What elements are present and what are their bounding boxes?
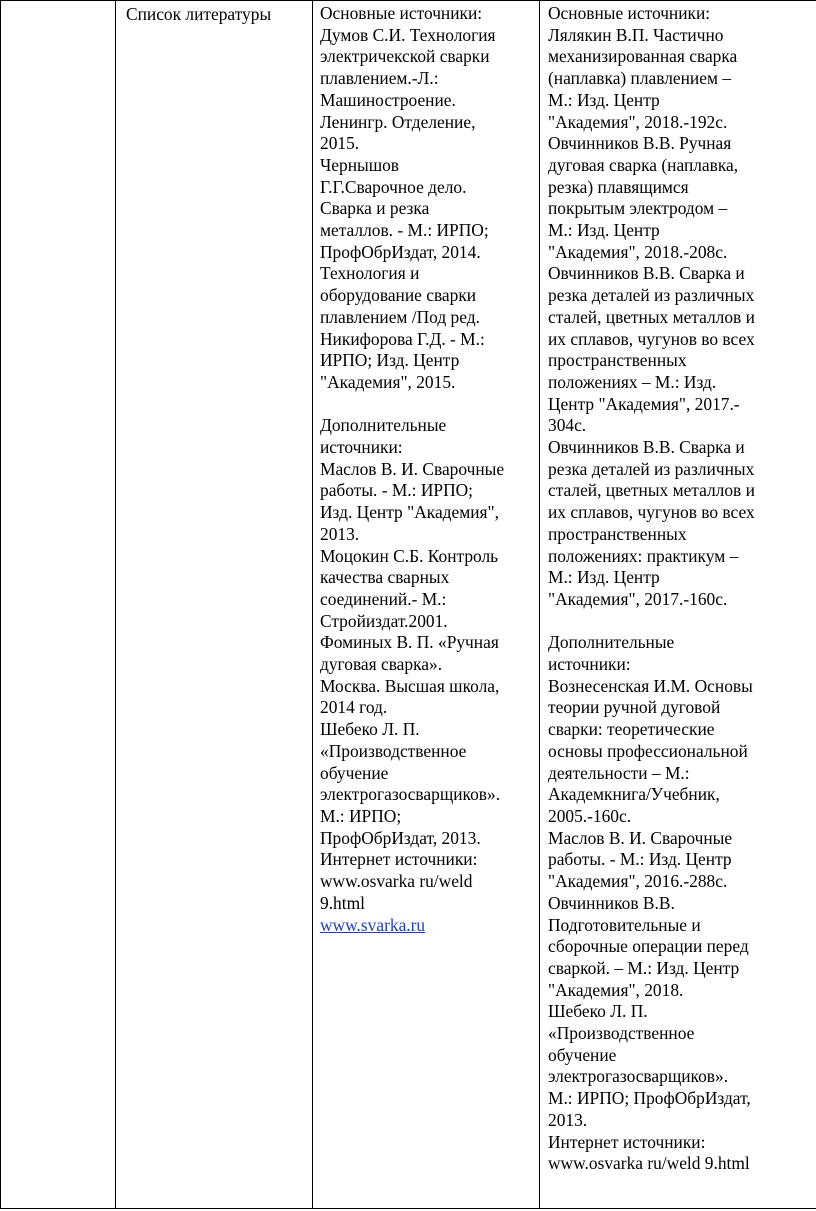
sources-list-b	[540, 1, 816, 1175]
reference-line: ПрофОбрИздат, 2014.	[320, 241, 481, 262]
reference-line: Маслов В. И. Сварочные	[320, 458, 505, 479]
sources-cell-a	[313, 1, 540, 1209]
reference-line: "Академия", 2017.-160с.	[548, 588, 728, 609]
reference-line: 2005.-160с.	[548, 806, 632, 826]
reference-line: М.: ИРПО;	[320, 806, 402, 826]
reference-line: их сплавов, чугунов во всех	[548, 328, 755, 349]
reference-line: покрытым электродом –	[548, 198, 728, 219]
reference-line: "Академия", 2018.-192с.	[548, 111, 728, 132]
reference-line: сталей, цветных металлов и	[548, 306, 755, 327]
reference-line: деятельности – М.:	[548, 762, 690, 783]
reference-line: ИРПО; Изд. Центр	[320, 350, 460, 371]
reference-line: Овчинников В.В. Сварка и	[548, 437, 745, 458]
reference-line: Вознесенская И.М. Основы	[548, 675, 753, 696]
reference-line: их сплавов, чугунов во всех	[548, 502, 755, 523]
reference-line: дуговая сварка (наплавка,	[548, 154, 739, 175]
reference-line: пространственных	[548, 523, 687, 544]
reference-line: www.osvarka ru/weld 9.html	[548, 1153, 750, 1174]
reference-line: (наплавка) плавлением –	[548, 68, 732, 89]
svarka-link[interactable]: www.svarka.ru	[320, 914, 426, 935]
reference-line: Основные источники:	[548, 3, 711, 23]
reference-line: Машиностроение.	[320, 89, 456, 110]
reference-line: электрогазосварщиков».	[320, 784, 501, 805]
reference-line: резка деталей из различных	[548, 458, 755, 479]
reference-line: «Производственное	[548, 1023, 695, 1044]
reference-line: Подготовительные и	[548, 914, 701, 935]
reference-line: Моцокин С.Б. Контроль	[320, 545, 499, 566]
reference-line: резка) плавящимся	[548, 176, 689, 197]
reference-line: качества сварных	[320, 567, 450, 588]
reference-line: 2014 год.	[320, 697, 388, 718]
reference-line: оборудование сварки	[320, 285, 477, 306]
reference-line: основы профессиональной	[548, 740, 748, 761]
reference-line: Думов С.И. Технология	[320, 24, 496, 45]
reference-line: металлов. - М.: ИРПО;	[320, 220, 489, 241]
reference-line: источники:	[548, 654, 631, 675]
sources-cell-b	[540, 1, 816, 1209]
reference-line: Технология и	[320, 263, 420, 284]
reference-line: Г.Г.Сварочное дело.	[320, 176, 467, 197]
reference-line: М.: ИРПО; ПрофОбрИздат,	[548, 1088, 751, 1109]
reference-line: теории ручной дуговой	[548, 697, 721, 718]
reference-line: положениях – М.: Изд.	[548, 371, 717, 392]
reference-line: Дополнительные	[548, 632, 675, 653]
reference-line: 2013.	[548, 1109, 588, 1130]
table-row	[1, 1, 816, 1209]
reference-line: работы. - М.: ИРПО;	[320, 480, 474, 501]
reference-line: резка деталей из различных	[548, 285, 755, 306]
row-title: Список литературы	[126, 4, 272, 24]
reference-line: положениях: практикум –	[548, 545, 739, 566]
reference-line: Стройиздат.2001.	[320, 610, 448, 631]
reference-line: "Академия", 2018.-208с.	[548, 241, 728, 262]
reference-line: Овчинников В.В. Сварка и	[548, 263, 745, 284]
reference-line: "Академия", 2015.	[320, 371, 456, 392]
reference-line: Академкнига/Учебник,	[548, 784, 720, 805]
reference-line: М.: Изд. Центр	[548, 89, 660, 110]
reference-line: Сварка и резка	[320, 198, 430, 219]
reference-line: механизированная сварка	[548, 46, 738, 67]
reference-line: соединений.- М.:	[320, 588, 447, 609]
reference-line	[548, 611, 812, 633]
reference-line: сварки: теоретические	[548, 719, 715, 740]
reference-line: ПрофОбрИздат, 2013.	[320, 827, 481, 848]
reference-line: Овчинников В.В.	[548, 892, 675, 913]
reference-line: плавлением /Под ред.	[320, 306, 480, 327]
reference-line: Изд. Центр "Академия",	[320, 502, 499, 523]
reference-line: 2015.	[320, 133, 360, 154]
reference-line: 9.html	[320, 892, 365, 913]
reference-line: Москва. Высшая школа,	[320, 675, 500, 696]
reference-line: www.osvarka ru/weld	[320, 871, 473, 892]
reference-line: Маслов В. И. Сварочные	[548, 827, 733, 848]
reference-line	[320, 394, 539, 416]
reference-line: обучение	[548, 1044, 617, 1065]
reference-line: "Академия", 2016.-288с.	[548, 871, 728, 892]
reference-line: сваркой. – М.: Изд. Центр	[548, 957, 740, 978]
reference-line: источники:	[320, 437, 403, 458]
reference-line: Дополнительные	[320, 415, 447, 436]
reference-line: М.: Изд. Центр	[548, 220, 660, 241]
reference-line: Шебеко Л. П.	[320, 719, 420, 740]
reference-line: М.: Изд. Центр	[548, 567, 660, 588]
reference-line: электричекской сварки	[320, 46, 490, 67]
reference-line: пространственных	[548, 350, 687, 371]
row-number-cell	[1, 1, 116, 1209]
reference-line: Основные источники:	[320, 3, 483, 23]
reference-line: работы. - М.: Изд. Центр	[548, 849, 732, 870]
reference-line: Интернет источники:	[548, 1131, 706, 1152]
reference-line: сборочные операции перед	[548, 936, 749, 957]
reference-line: 304с.	[548, 415, 587, 436]
reference-line: Ленингр. Отделение,	[320, 111, 476, 132]
reference-line: дуговая сварка».	[320, 654, 443, 675]
reference-line: Фоминых В. П. «Ручная	[320, 632, 499, 653]
reference-line: плавлением.-Л.:	[320, 68, 439, 89]
reference-line: Чернышов	[320, 154, 400, 175]
reference-line: Шебеко Л. П.	[548, 1001, 648, 1022]
reference-line: сталей, цветных металлов и	[548, 480, 755, 501]
reference-line: Центр "Академия", 2017.-	[548, 393, 740, 414]
reference-line: "Академия", 2018.	[548, 979, 684, 1000]
reference-line: Овчинников В.В. Ручная	[548, 133, 732, 154]
reference-line: Интернет источники:	[320, 849, 478, 870]
reference-line: 2013.	[320, 523, 360, 544]
reference-line: «Производственное	[320, 740, 467, 761]
reference-line: электрогазосварщиков».	[548, 1066, 729, 1087]
reference-line: обучение	[320, 762, 389, 783]
sources-list-a	[313, 1, 539, 936]
reference-line: Лялякин В.П. Частично	[548, 24, 724, 45]
reference-line: Никифорова Г.Д. - М.:	[320, 328, 485, 349]
row-title-cell	[116, 1, 313, 1209]
